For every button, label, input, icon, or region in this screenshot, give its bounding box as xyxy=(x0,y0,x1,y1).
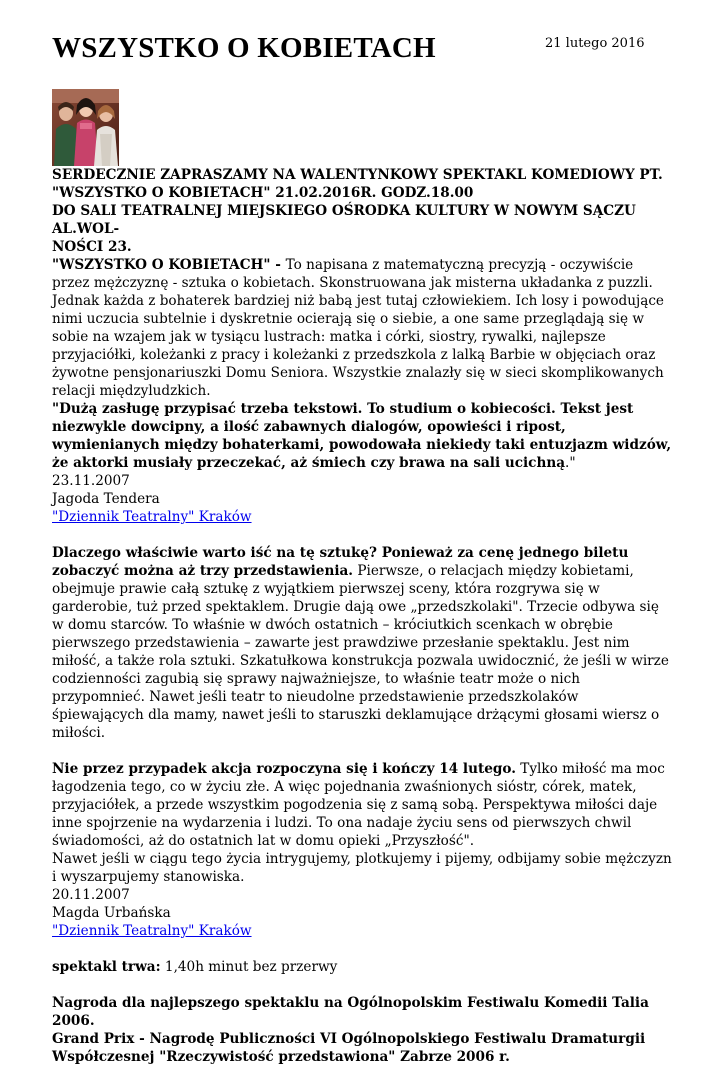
duration-value: 1,40h minut bez przerwy xyxy=(160,959,338,975)
intro-line-4: NOŚCI 23. xyxy=(52,239,132,255)
duration-label: spektakl trwa: xyxy=(52,959,161,975)
review-1-text: To napisana z matematyczną precyzją - oczywiście przez mężczyznę - sztuka o kobietach. Skonstruowana jak misterna układanka z puzzli. Jednak każda z bohaterek bardziej niż babą jest tutaj człowiekiem. Ich losy i powodujące nimi uczucia subtelnie i dyskretnie ocierają się o siebie, a one same przeglądają się w sobie na wzajem jak w tysiącu lustrach: matka i córki, siostry, rywalki, najlepsze przyjaciółki, koleżanki z pracy i koleżanki z przedszkola z lalką Barbie w objęciach oraz żywotne pensjonariuszki Domu Seniora. Wszystkie znalazły się w sieci skomplikowanych relacji międzyludzkich. xyxy=(52,257,664,399)
review-3-text: Tylko miłość ma moc łagodzenia tego, co w życiu złe. A więc pojednania zwaśnionych sióstr, córek, matek, przyjaciółek, a przede wszystkim pogodzenia się z samą sobą. Perspektywa miłości daje inne spojrzenie na wydarzenia i ludzi. To ona nadaje życiu sens od pierwszych chwil świadomości, aż do ostatnich lat w domu opieki „Przyszłość". xyxy=(52,761,665,849)
article-body xyxy=(52,166,672,1066)
intro-line-3: DO SALI TEATRALNEJ MIEJSKIEGO OŚRODKA KULTURY W NOWYM SĄCZU AL.WOL- xyxy=(52,203,636,237)
review-3-paragraph xyxy=(52,760,672,850)
performance-photo xyxy=(52,89,119,166)
actresses-image xyxy=(52,89,119,166)
page-title: WSZYSTKO O KOBIETACH xyxy=(52,32,436,64)
review-3-date: 20.11.2007 xyxy=(52,887,130,903)
review-1-source-link[interactable]: "Dziennik Teatralny" Kraków xyxy=(52,509,252,525)
review-1-quote-end: ." xyxy=(565,455,576,471)
review-1-date: 23.11.2007 xyxy=(52,473,130,489)
review-1-lead: "WSZYSTKO O KOBIETACH" - xyxy=(52,257,286,273)
publish-date: 21 lutego 2016 xyxy=(545,36,645,51)
award-line-1: Nagroda dla najlepszego spektaklu na Ogólnopolskim Festiwalu Komedii Talia 2006. xyxy=(52,995,649,1029)
review-2-text: Pierwsze, o relacjach między kobietami, obejmuje prawie całą sztukę z wyjątkiem pierwszej sceny, która rozgrywa się w garderobie, tuż przed spektaklem. Drugie dają owe „przedszkolaki". Trzecie odbywa się w domu starców. To właśnie w dwóch ostatnich – króciutkich scenkach w obrębie pierwszego przedstawienia – zawarte jest prawdziwe przesłanie spektaklu. Jest nim miłość, a także rola sztuki. Szkatułkowa konstrukcja pozwala uwidocznić, że jeśli w wirze codzienności zagubią się sprawy najważniejsze, to właśnie teatr może o nich przypomnieć. Nawet jeśli teatr to nieudolne przedstawienie przedszkolaków śpiewających dla mamy, nawet jeśli to staruszki deklamujące drżącymi głosami wiersz o miłości. xyxy=(52,563,669,741)
review-1-quote xyxy=(52,400,672,472)
review-3-author: Magda Urbańska xyxy=(52,905,171,921)
award-line-2: Grand Prix - Nagrodę Publiczności VI Ogólnopolskiego Festiwalu Dramaturgii Współczesnej "Rzeczywistość przedstawiona" Zabrze 2006 r. xyxy=(52,1031,646,1065)
review-1-paragraph xyxy=(52,256,672,400)
review-2-lead: Dlaczego właściwie warto iść na tę sztukę? Ponieważ za cenę jednego biletu zobaczyć można aż trzy przedstawienia. xyxy=(52,545,629,579)
review-3-source-link[interactable]: "Dziennik Teatralny" Kraków xyxy=(52,923,252,939)
review-1-author: Jagoda Tendera xyxy=(52,491,160,507)
review-3-paragraph-2: Nawet jeśli w ciągu tego życia intrygujemy, plotkujemy i pijemy, odbijamy sobie mężczyzn i wyszarpujemy stanowiska. xyxy=(52,851,672,885)
intro-line-2: "WSZYSTKO O KOBIETACH" 21.02.2016R. GODZ.18.00 xyxy=(52,185,474,201)
duration-line xyxy=(52,958,672,976)
intro-line-1: SERDECZNIE ZAPRASZAMY NA WALENTYNKOWY SPEKTAKL KOMEDIOWY PT. xyxy=(52,167,663,183)
review-2-paragraph xyxy=(52,544,672,742)
review-1-quote-bold: "Dużą zasługę przypisać trzeba tekstowi. To studium o kobiecości. Tekst jest niezwykle dowcipny, a ilość zabawnych dialogów, opowieści i ripost, wymienianych między bohaterkami, powodowała niekiedy taki entuzjazm widzów, że aktorki musiały przeczekać, aż śmiech czy brawa na sali ucichną xyxy=(52,401,672,471)
review-3-lead: Nie przez przypadek akcja rozpoczyna się i kończy 14 lutego. xyxy=(52,761,516,777)
